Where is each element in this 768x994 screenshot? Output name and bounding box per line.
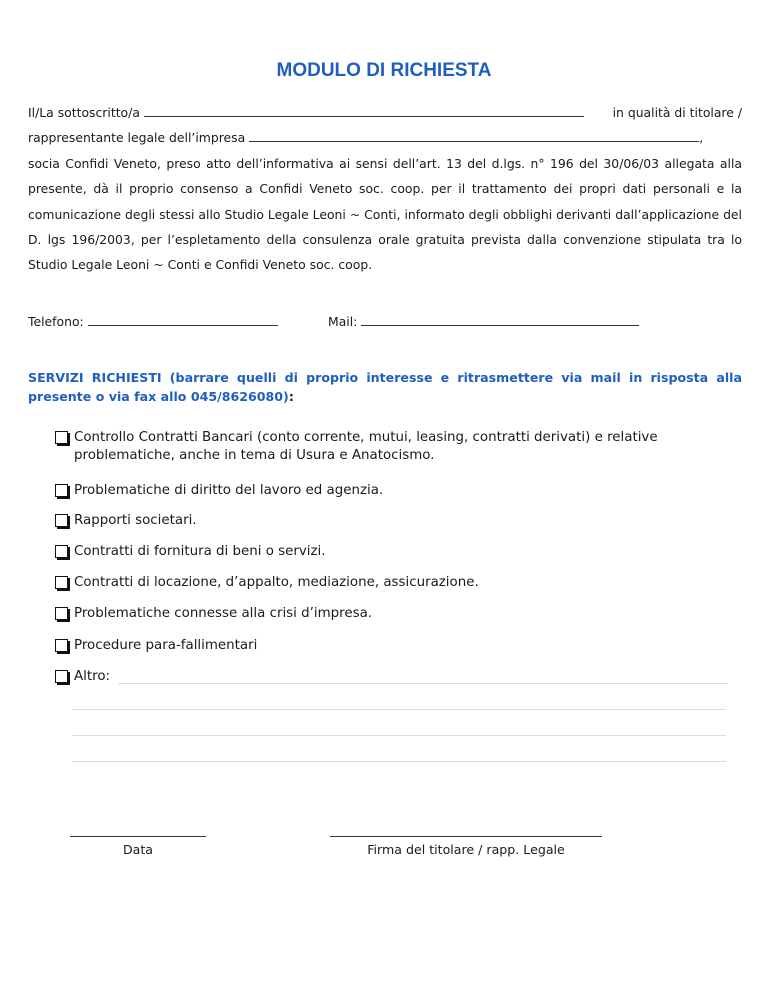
service-item-rapporti-societari[interactable] <box>55 512 745 530</box>
services-heading-text: SERVIZI RICHIESTI (barrare quelli di proprio interesse e ritrasmettere via mail in risposta alla presente o via fax allo 045/8626080) <box>28 370 742 404</box>
altro-line-2[interactable] <box>72 709 726 710</box>
phone-label: Telefono: <box>28 314 84 329</box>
checkbox-icon[interactable] <box>55 431 68 444</box>
mail-group <box>328 314 639 329</box>
declaration-paragraph <box>28 100 742 278</box>
service-label: Controllo Contratti Bancari (conto corrente, mutui, leasing, contratti derivati) e relative problematiche, anche in tema di Usura e Anatocismo. <box>74 430 658 463</box>
role-label: in qualità di titolare / <box>612 105 742 120</box>
date-line[interactable] <box>70 836 206 837</box>
services-heading <box>28 368 742 406</box>
phone-field[interactable] <box>88 314 278 326</box>
signature-line[interactable] <box>330 836 602 837</box>
declarant-label: Il/La sottoscritto/a <box>28 105 140 120</box>
service-item-contratti-locazione[interactable] <box>55 574 745 592</box>
service-item-crisi-impresa[interactable] <box>55 605 745 623</box>
date-label: Data <box>122 842 154 857</box>
phone-group <box>28 314 278 329</box>
altro-line-4[interactable] <box>72 761 726 762</box>
service-label: Problematiche di diritto del lavoro ed agenzia. <box>74 483 384 498</box>
service-item-contratti-bancari[interactable] <box>55 429 745 465</box>
checkbox-icon[interactable] <box>55 670 68 683</box>
altro-line-3[interactable] <box>72 735 726 736</box>
checkbox-icon[interactable] <box>55 484 68 497</box>
company-line <box>28 125 742 150</box>
checkbox-icon[interactable] <box>55 607 68 620</box>
declarant-name-field[interactable] <box>144 105 584 117</box>
page-title: MODULO DI RICHIESTA <box>276 60 492 81</box>
mail-label: Mail: <box>328 314 358 329</box>
checkbox-icon[interactable] <box>55 545 68 558</box>
altro-line-1[interactable] <box>118 683 728 684</box>
checkbox-icon[interactable] <box>55 576 68 589</box>
service-item-diritto-lavoro[interactable] <box>55 482 745 500</box>
service-item-contratti-fornitura[interactable] <box>55 543 745 561</box>
service-label: Altro: <box>74 669 111 684</box>
service-label: Procedure para-fallimentari <box>74 638 258 653</box>
mail-field[interactable] <box>361 314 639 326</box>
service-label: Rapporti societari. <box>74 513 197 528</box>
consent-text: socia Confidi Veneto, preso atto dell’informativa ai sensi dell’art. 13 del d.lgs. n° 196 del 30/06/03 allegata alla presente, dà il proprio consenso a Confidi Veneto soc. coop. per il trattamento dei propri dati personali e la comunicazione degli stessi allo Studio Legale Leoni ~ Conti, informato degli obblighi derivanti dall’applicazione del D. lgs 196/2003, per l’espletamento della consulenza orale gratuita prevista dalla convenzione stipulata tra lo Studio Legale Leoni ~ Conti e Confidi Veneto soc. coop. <box>28 155 742 273</box>
checkbox-icon[interactable] <box>55 514 68 527</box>
contact-row <box>28 314 742 334</box>
services-heading-colon: : <box>288 389 294 404</box>
service-item-para-fallimentari[interactable] <box>55 637 745 655</box>
service-label: Problematiche connesse alla crisi d’impresa. <box>74 606 373 621</box>
company-comma: , <box>699 130 704 146</box>
signature-label: Firma del titolare / rapp. Legale <box>367 842 565 857</box>
company-label: rappresentante legale dell’impresa <box>28 130 246 146</box>
company-name-field[interactable] <box>249 130 699 142</box>
service-label: Contratti di locazione, d’appalto, mediazione, assicurazione. <box>74 575 479 590</box>
checkbox-icon[interactable] <box>55 639 68 652</box>
service-label: Contratti di fornitura di beni o servizi. <box>74 544 326 559</box>
declarant-line <box>28 100 742 125</box>
